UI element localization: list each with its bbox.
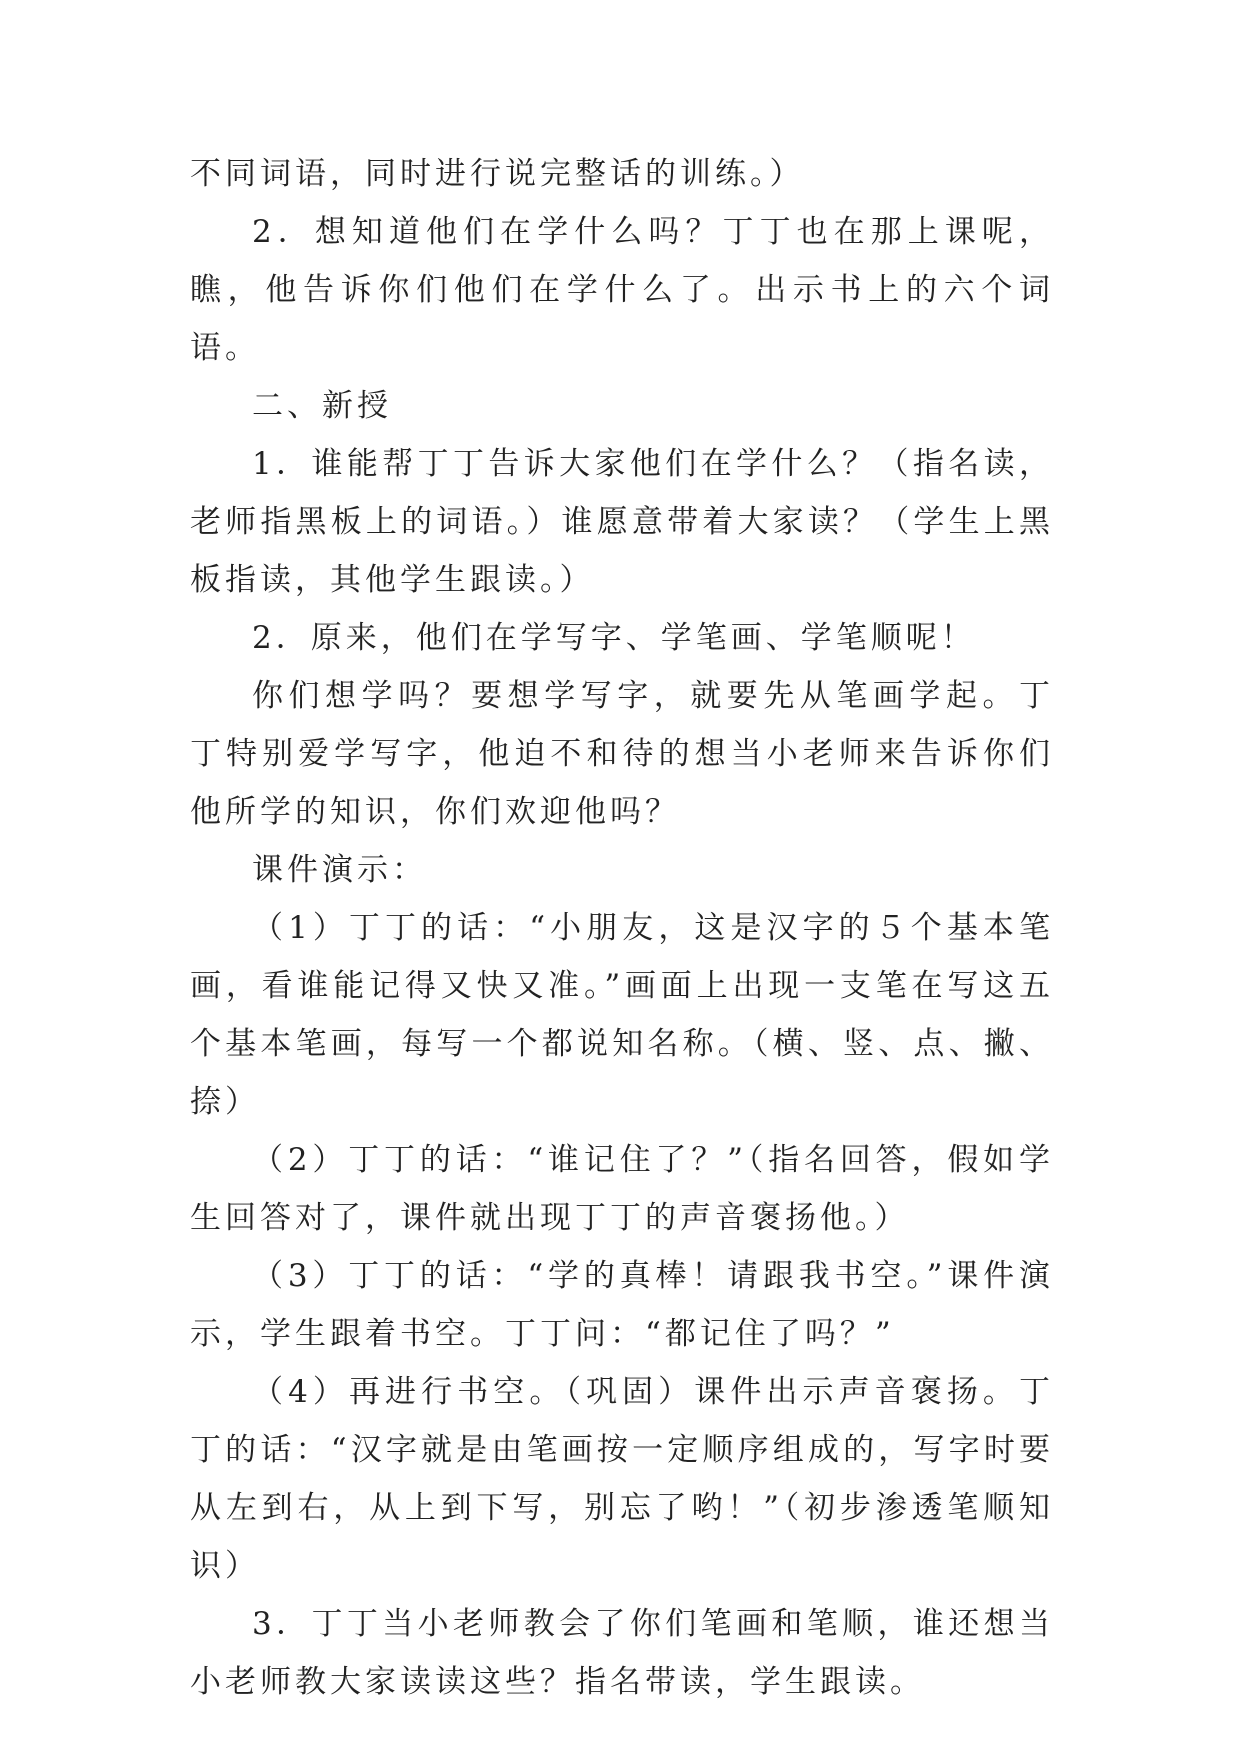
paragraph-step-1: 1．谁能帮丁丁告诉大家他们在学什么？（指名读，老师指黑板上的词语。）谁愿意带着大家读？（学生上黑板指读，其他学生跟读。） — [190, 446, 1054, 598]
document-body — [190, 145, 1054, 1711]
paragraph-continuation: 不同词语，同时进行说完整话的训练。） — [190, 156, 805, 192]
paragraph-demo-4: （4）再进行书空。（巩固）课件出示声音褒扬。丁丁的话：“汉字就是由笔画按一定顺序组成的，写字时要从左到右，从上到下写，别忘了哟！”（初步渗透笔顺知识） — [190, 1374, 1054, 1584]
paragraph-courseware-demo: 课件演示： — [252, 852, 427, 888]
section-heading-new-lesson: 二、新授 — [252, 388, 392, 424]
paragraph-demo-3: （3）丁丁的话：“学的真棒！请跟我书空。”课件演示，学生跟着书空。丁丁问：“都记住了吗？” — [190, 1258, 1054, 1352]
paragraph-demo-2: （2）丁丁的话：“谁记住了？”（指名回答，假如学生回答对了，课件就出现丁丁的声音褒扬他。） — [190, 1142, 1054, 1236]
paragraph-step-2: 2．原来，他们在学写字、学笔画、学笔顺呢！ — [252, 620, 976, 656]
paragraph-step-2-intro: 2．想知道他们在学什么吗？丁丁也在那上课呢，瞧，他告诉你们他们在学什么了。出示书上的六个词语。 — [190, 214, 1054, 366]
paragraph-step-3: 3．丁丁当小老师教会了你们笔画和笔顺，谁还想当小老师教大家读读这些？指名带读，学生跟读。 — [190, 1606, 1054, 1700]
paragraph-demo-1: （1）丁丁的话：“小朋友，这是汉字的５个基本笔画，看谁能记得又快又准。”画面上出现一支笔在写这五个基本笔画，每写一个都说知名称。（横、竖、点、撇、捺） — [190, 910, 1054, 1120]
paragraph-motivation: 你们想学吗？要想学写字，就要先从笔画学起。丁丁特别爱学写字，他迫不和待的想当小老师来告诉你们他所学的知识，你们欢迎他吗？ — [190, 678, 1054, 830]
